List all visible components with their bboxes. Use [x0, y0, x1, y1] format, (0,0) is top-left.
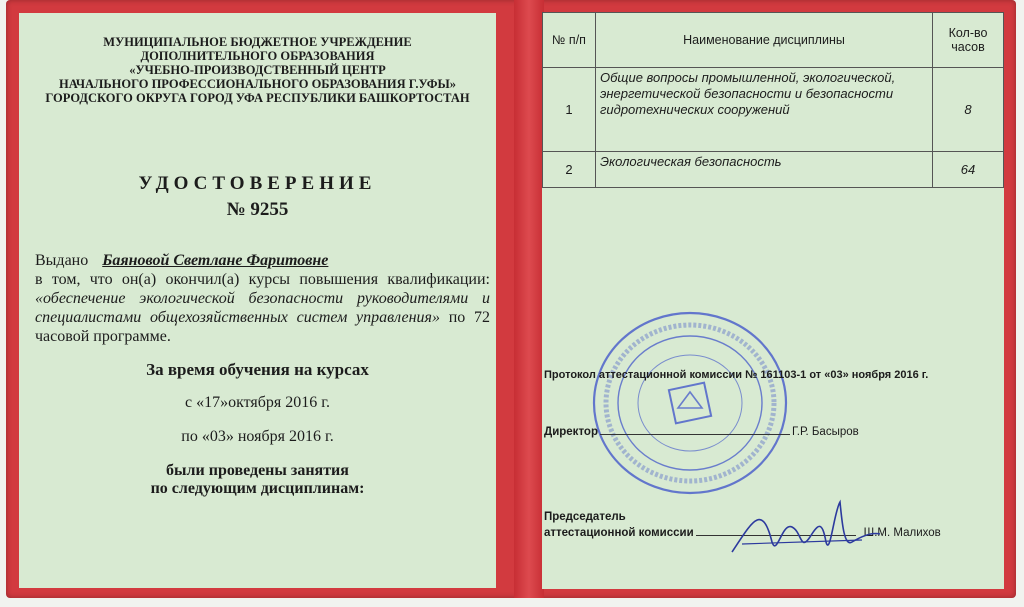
closing-line-2: по следующим дисциплинам:	[150, 480, 365, 497]
document-number: № 9255	[226, 199, 289, 220]
chair-label-2: аттестационной комиссии	[544, 527, 694, 539]
row-num: 2	[543, 152, 596, 188]
official-stamp-icon	[590, 308, 790, 498]
document-title: УДОСТОВЕРЕНИЕ	[138, 173, 377, 194]
chair-label-1: Председатель	[544, 511, 626, 523]
issued-text	[19, 251, 496, 346]
course-name: «обеспечение экологической безопасности руководителями и специалистами общехозяйственных систем управления»	[35, 290, 490, 326]
chair-name: Ш.М. Малихов	[863, 527, 941, 539]
text-outro: по 72 часовой программе.	[35, 309, 491, 345]
date-to: по «03» ноября 2016 г.	[181, 428, 334, 445]
table-row	[543, 152, 1004, 188]
table-row	[543, 68, 1004, 152]
row-num: 1	[543, 68, 596, 152]
text-intro: в том, что он(а) окончил(а) курсы повышения квалификации:	[35, 271, 490, 288]
header-name: Наименование дисциплины	[596, 13, 933, 68]
protocol-line: Протокол аттестационной комиссии № 161103-1 от «03» ноября 2016 г.	[544, 369, 929, 381]
row-discipline: Общие вопросы промышленной, экологической, энергетической безопасности и безопасности гидротехнических сооружений	[596, 68, 933, 152]
director-signature-line	[600, 424, 790, 435]
director-name: Г.Р. Басыров	[791, 426, 859, 438]
right-page	[542, 12, 1004, 589]
institution-line: ГОРОДСКОГО ОКРУГА ГОРОД УФА РЕСПУБЛИКИ БАШКОРТОСТАН	[45, 91, 470, 105]
closing-line-1: были проведены занятия	[166, 462, 349, 479]
period-heading: За время обучения на курсах	[146, 360, 369, 379]
cover-spine	[514, 0, 544, 598]
table-header-row	[543, 13, 1004, 68]
institution-line: ДОПОЛНИТЕЛЬНОГО ОБРАЗОВАНИЯ	[140, 49, 375, 63]
issued-label: Выдано	[35, 252, 89, 269]
header-num: № п/п	[543, 13, 596, 68]
institution-line: НАЧАЛЬНОГО ПРОФЕССИОНАЛЬНОГО ОБРАЗОВАНИЯ Г.УФЫ»	[59, 77, 456, 91]
row-hours: 8	[933, 68, 1004, 152]
header-hours: Кол-во часов	[933, 13, 1004, 68]
director-line	[544, 424, 859, 438]
institution-name	[19, 35, 496, 105]
left-page	[19, 13, 496, 588]
institution-line: «УЧЕБНО-ПРОИЗВОДСТВЕННЫЙ ЦЕНТР	[129, 63, 386, 77]
row-hours: 64	[933, 152, 1004, 188]
handwritten-signature-icon	[722, 482, 882, 572]
date-from: с «17»октября 2016 г.	[184, 394, 331, 411]
director-label: Директор	[544, 426, 598, 438]
row-discipline: Экологическая безопасность	[596, 152, 933, 188]
recipient-name: Баяновой Светлане Фаритовне	[102, 252, 329, 269]
disciplines-table	[542, 12, 1004, 188]
institution-line: МУНИЦИПАЛЬНОЕ БЮДЖЕТНОЕ УЧРЕЖДЕНИЕ	[103, 35, 412, 49]
